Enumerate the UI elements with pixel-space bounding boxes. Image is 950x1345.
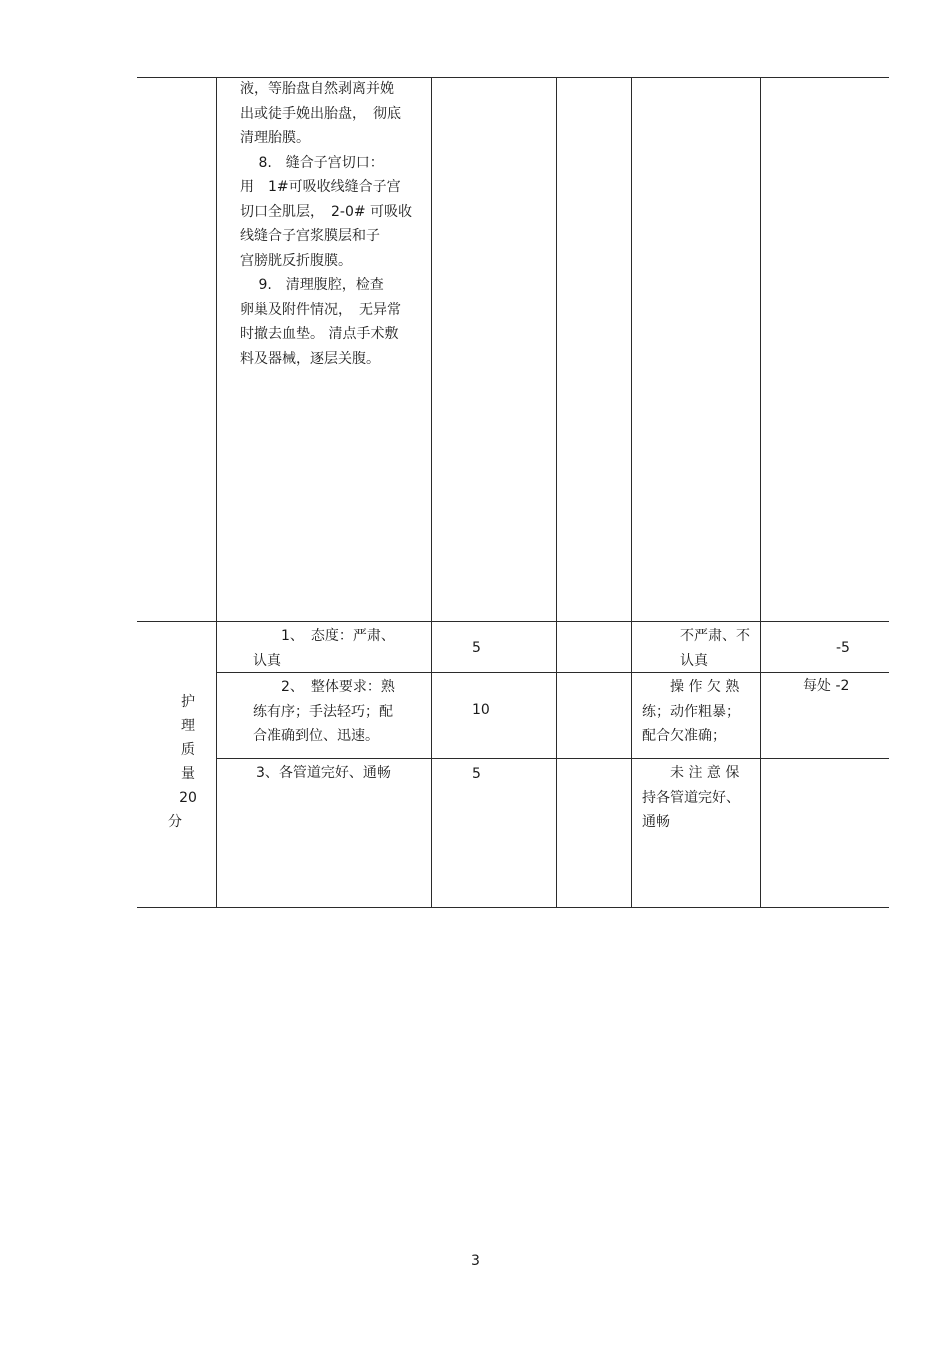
procedure-line: 液，等胎盘自然剥离并娩: [240, 81, 394, 97]
table-bottom-border: [137, 907, 889, 908]
procedure-line: 清理胎膜。: [240, 130, 310, 146]
row3-score: 5: [472, 766, 481, 782]
category-char: 20: [179, 790, 197, 806]
row2-points: 每处 -2: [803, 678, 850, 694]
procedure-line: 宫膀胱反折腹膜。: [240, 252, 352, 269]
category-char: 护: [181, 694, 195, 710]
procedure-line: 9. 清理腹腔，检查: [240, 277, 384, 293]
deduction-line: 练；动作粗暴；: [642, 703, 740, 720]
row1-score: 5: [472, 640, 481, 656]
procedure-line: 出或徒手娩出胎盘， 彻底: [240, 105, 401, 122]
column-line-1: [216, 77, 217, 908]
procedure-line: 8. 缝合子宫切口：: [240, 154, 384, 171]
row1-item: [253, 624, 395, 673]
row3-item: [256, 761, 391, 786]
section-divider: [137, 621, 889, 622]
category-char: 分: [168, 814, 182, 830]
procedure-line: 用 1#可吸收线缝合子宫: [240, 179, 401, 195]
deduction-line: 未 注 意 保: [642, 765, 740, 781]
page-number: 3: [471, 1253, 480, 1269]
procedure-line: 时撤去血垫。 清点手术敷: [240, 326, 399, 342]
category-char: 量: [181, 766, 195, 782]
column-line-3: [556, 77, 557, 908]
item-line: 3、各管道完好、通畅: [256, 765, 391, 781]
column-line-2: [431, 77, 432, 908]
deduction-line: 不严肃、不: [666, 628, 750, 644]
row2-item: [253, 675, 395, 749]
deduction-line: 通畅: [642, 814, 670, 830]
item-line: 1、 态度：严肃、: [253, 628, 395, 644]
procedure-line: 卵巢及附件情况， 无异常: [240, 301, 401, 318]
deduction-line: 持各管道完好、: [642, 789, 740, 806]
item-line: 合准确到位、迅速。: [253, 728, 379, 744]
row2-score: 10: [472, 702, 490, 718]
row1-points: -5: [836, 640, 850, 656]
row1-deduction: [666, 624, 750, 673]
deduction-line: 配合欠准确；: [642, 728, 726, 744]
procedure-line: 线缝合子宫浆膜层和子: [240, 228, 380, 244]
item-line: 认真: [253, 652, 281, 669]
deduction-line: 认真: [666, 652, 708, 669]
procedure-continuation: [240, 77, 412, 371]
procedure-line: 料及器械，逐层关腹。: [240, 350, 380, 367]
column-line-4: [631, 77, 632, 908]
row3-deduction: [642, 761, 740, 835]
item-line: 2、 整体要求：熟: [253, 679, 395, 695]
item-line: 练有序；手法轻巧；配: [253, 703, 393, 720]
column-line-5: [760, 77, 761, 908]
deduction-line: 操 作 欠 熟: [642, 679, 740, 695]
row-divider-2: [217, 758, 889, 759]
procedure-line: 切口全肌层， 2-0# 可吸收: [240, 203, 413, 220]
category-char: 质: [181, 742, 195, 758]
category-char: 理: [181, 718, 195, 734]
category-label: [160, 690, 216, 834]
row2-deduction: [642, 675, 740, 749]
